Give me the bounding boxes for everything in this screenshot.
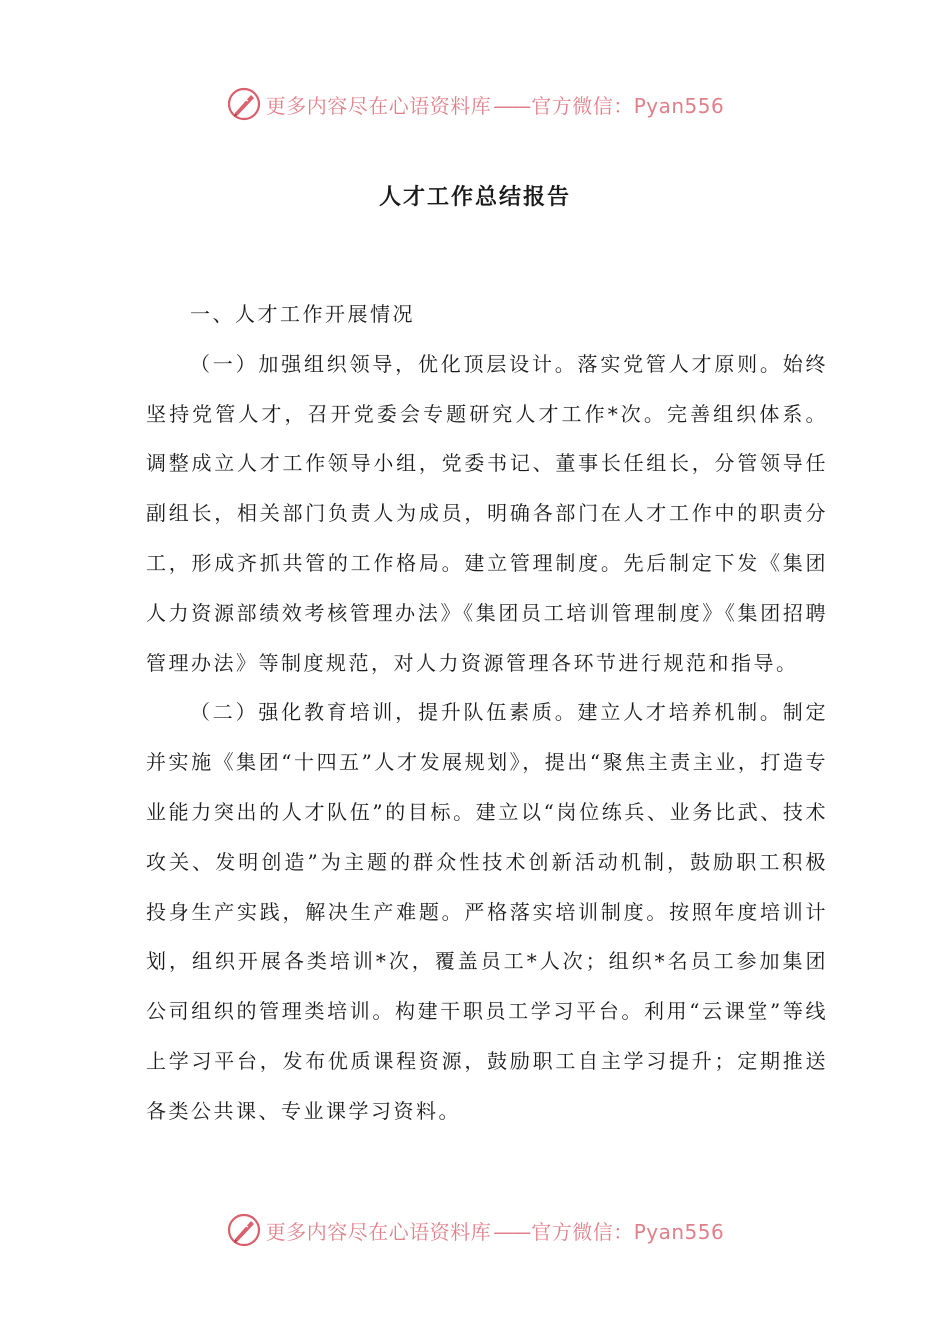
paragraph: （二）强化教育培训，提升队伍素质。建立人才培养机制。制定并实施《集团“十四五”人才发展规划》，提出“聚焦主责主业，打造专业能力突出的人才队伍”的目标。建立以“岗位练兵、业务比武、技术攻关、发明创造”为主题的群众性技术创新活动机制，鼓励职工积极投身生产实践，解决生产难题。严格落实培训制度。按照年度培训计划，组织开展各类培训*次，覆盖员工*人次；组织*名员工参加集团公司组织的管理类培训。构建干职员工学习平台。利用“云课堂”等线上学习平台，发布优质课程资源，鼓励职工自主学习提升；定期推送各类公共课、专业课学习资料。 [146,700,828,1123]
watermark-brand: 更多内容尽在心语资料库 [265,93,492,118]
document-body [146,290,828,1137]
watermark-text [266,1216,725,1245]
watermark-brand: 更多内容尽在心语资料库 [265,1219,492,1244]
watermark-dash: —— [493,93,530,118]
watermark-contact: 官方微信：Pyan556 [531,1219,725,1244]
pen-logo-icon [226,1212,262,1248]
watermark-dash: —— [493,1219,530,1244]
section-heading: 一、人才工作开展情况 [190,302,415,326]
watermark-text [266,90,725,119]
document-title: 人才工作总结报告 [378,185,571,210]
watermark-header [0,84,950,124]
pen-logo-icon [226,86,262,122]
paragraph: （一）加强组织领导，优化顶层设计。落实党管人才原则。始终坚持党管人才，召开党委会专题研究人才工作*次。完善组织体系。调整成立人才工作领导小组，党委书记、董事长任组长，分管领导任副组长，相关部门负责人为成员，明确各部门在人才工作中的职责分工，形成齐抓共管的工作格局。建立管理制度。先后制定下发《集团人力资源部绩效考核管理办法》《集团员工培训管理制度》《集团招聘管理办法》等制度规范，对人力资源管理各环节进行规范和指导。 [146,351,828,675]
watermark-contact: 官方微信：Pyan556 [531,93,725,118]
watermark-footer [0,1210,950,1250]
